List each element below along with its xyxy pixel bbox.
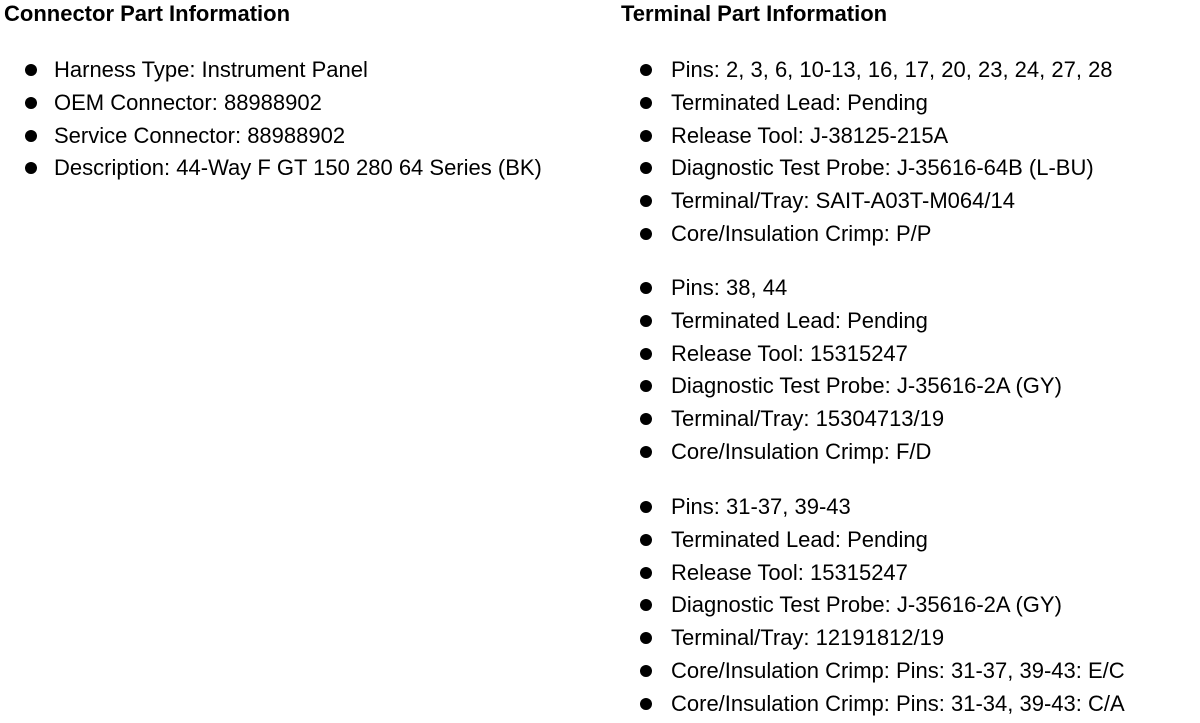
bullet-icon (640, 380, 652, 392)
bullet-icon (640, 195, 652, 207)
release-tool: Release Tool: J-38125-215A (671, 122, 949, 148)
bullet-icon (640, 632, 652, 644)
connector-section-heading: Connector Part Information (4, 1, 291, 26)
oem-connector: OEM Connector: 88988902 (54, 89, 322, 115)
core-insulation-crimp: Core/Insulation Crimp: Pins: 31-34, 39-43: C/A (671, 690, 1125, 716)
bullet-icon (640, 130, 652, 142)
pins: Pins: 38, 44 (671, 275, 788, 300)
terminal-tray: Terminal/Tray: SAIT-A03T-M064/14 (671, 188, 1015, 214)
bullet-icon (640, 698, 652, 710)
bullet-icon (640, 315, 652, 327)
diagnostic-test-probe: Diagnostic Test Probe: J-35616-2A (GY) (671, 592, 1062, 618)
bullet-icon (640, 446, 652, 458)
diagnostic-test-probe: Diagnostic Test Probe: J-35616-64B (L-BU) (671, 155, 1094, 181)
terminal-section-heading: Terminal Part Information (621, 1, 888, 26)
description: Description: 44-Way F GT 150 280 64 Series (BK) (54, 155, 542, 181)
terminal-tray: Terminal/Tray: 12191812/19 (671, 625, 945, 651)
bullet-icon (640, 665, 652, 677)
pins: Pins: 2, 3, 6, 10-13, 16, 17, 20, 23, 24, 27, 28 (671, 57, 1113, 82)
service-connector: Service Connector: 88988902 (54, 122, 346, 148)
bullet-icon (640, 413, 652, 425)
pins: Pins: 31-37, 39-43 (671, 494, 851, 519)
bullet-icon (640, 501, 652, 513)
bullet-icon (640, 567, 652, 579)
bullet-icon (25, 130, 37, 142)
terminated-lead: Terminated Lead: Pending (671, 526, 928, 552)
core-insulation-crimp: Core/Insulation Crimp: F/D (671, 438, 932, 464)
core-insulation-crimp: Core/Insulation Crimp: P/P (671, 220, 932, 246)
bullet-icon (25, 64, 37, 76)
diagnostic-test-probe: Diagnostic Test Probe: J-35616-2A (GY) (671, 373, 1062, 399)
terminated-lead: Terminated Lead: Pending (671, 307, 928, 333)
harness-type: Harness Type: Instrument Panel (54, 57, 368, 82)
terminal-tray: Terminal/Tray: 15304713/19 (671, 406, 945, 432)
release-tool: Release Tool: 15315247 (671, 559, 908, 585)
bullet-icon (25, 97, 37, 109)
terminated-lead: Terminated Lead: Pending (671, 89, 928, 115)
bullet-icon (640, 599, 652, 611)
release-tool: Release Tool: 15315247 (671, 340, 908, 366)
bullet-icon (640, 97, 652, 109)
bullet-icon (640, 228, 652, 240)
bullet-icon (640, 282, 652, 294)
bullet-icon (640, 64, 652, 76)
bullet-icon (640, 348, 652, 360)
bullet-icon (640, 162, 652, 174)
bullet-icon (640, 534, 652, 546)
core-insulation-crimp: Core/Insulation Crimp: Pins: 31-37, 39-43: E/C (671, 657, 1125, 683)
bullet-icon (25, 162, 37, 174)
